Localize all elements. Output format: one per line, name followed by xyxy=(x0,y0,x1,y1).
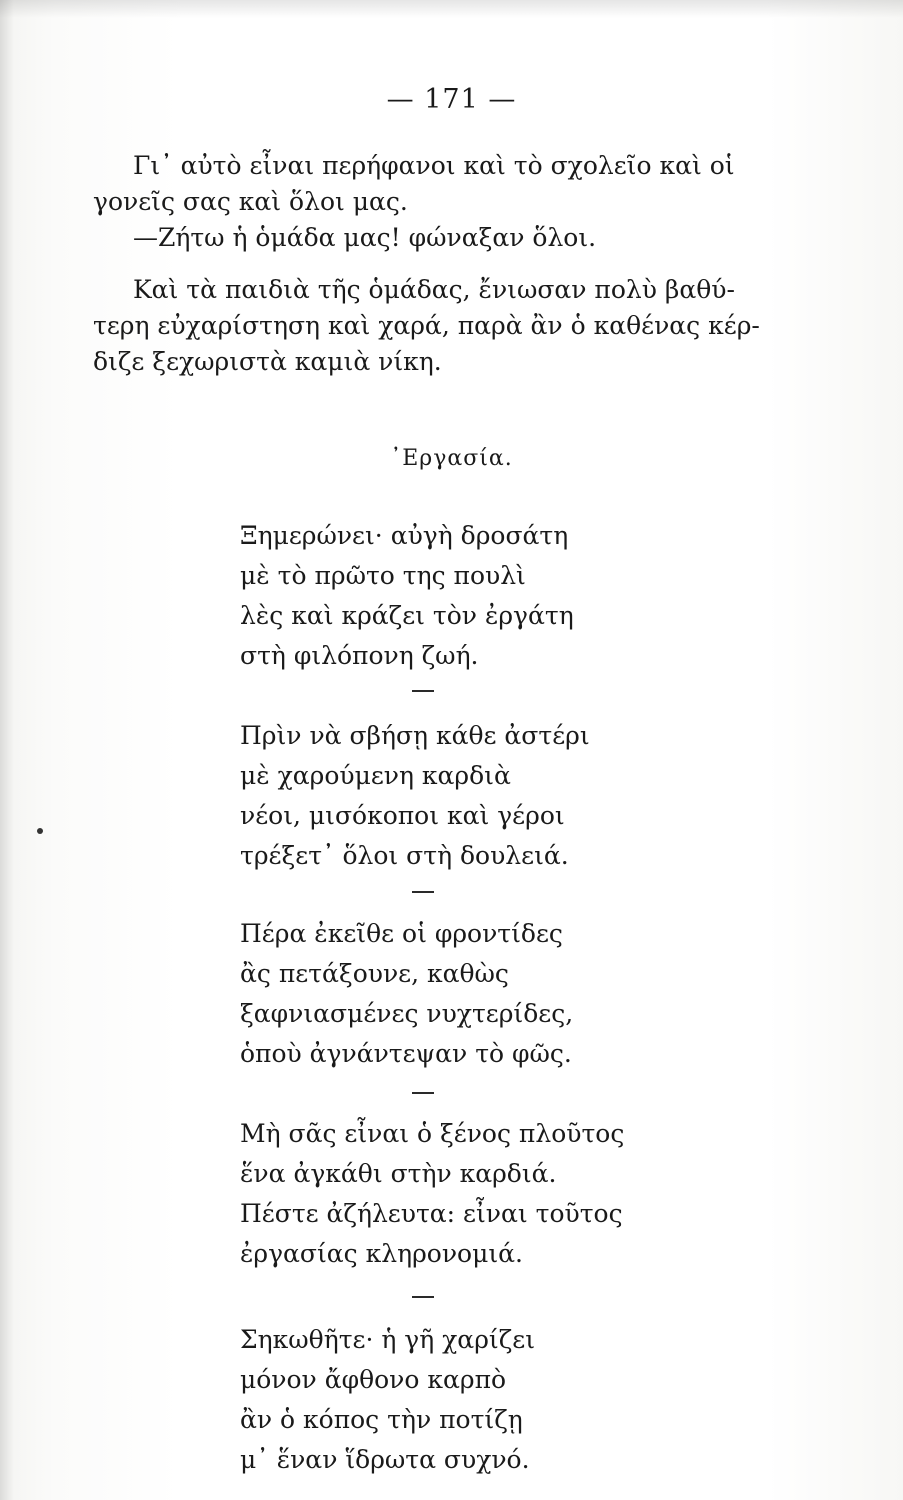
poem-stanza-4 xyxy=(240,1114,740,1274)
stanza-divider xyxy=(412,690,434,692)
poem-line: Πέρα ἐκεῖθε οἱ φροντίδες xyxy=(240,919,563,948)
poem-stanza-1 xyxy=(240,516,740,676)
poem-stanza-5 xyxy=(240,1320,740,1480)
prose-line: Γι᾽ αὐτὸ εἶναι περήφανοι καὶ τὸ σχολεῖο καὶ οἱ xyxy=(133,151,735,180)
poem-line: νέοι, μισόκοποι καὶ γέροι xyxy=(240,801,565,830)
prose-paragraph-2 xyxy=(93,272,833,380)
stanza-divider xyxy=(412,891,434,893)
poem-line: Πέστε ἀζήλευτα: εἶναι τοῦτος xyxy=(240,1199,623,1228)
poem-line: τρέξετ᾽ ὅλοι στὴ δουλειά. xyxy=(240,841,569,870)
poem-stanza-3 xyxy=(240,914,740,1074)
poem-line: Πρὶν νὰ σβήσῃ κάθε ἀστέρι xyxy=(240,721,590,750)
stanza-divider xyxy=(412,1296,434,1298)
poem-title: ᾽Εργασία. xyxy=(390,446,513,471)
poem-line: μόνον ἄφθονο καρπὸ xyxy=(240,1365,507,1394)
poem-line: μὲ τὸ πρῶτο της πουλὶ xyxy=(240,561,526,590)
prose-line: Καὶ τὰ παιδιὰ τῆς ὁμάδας, ἔνιωσαν πολὺ βαθύ- xyxy=(133,275,735,304)
prose-line: τερη εὐχαρίστηση καὶ χαρά, παρὰ ἂν ὁ καθένας κέρ- xyxy=(93,311,760,340)
poem-line: Ξημερώνει· αὐγὴ δροσάτη xyxy=(240,521,569,550)
stanza-divider xyxy=(412,1092,434,1094)
prose-line: διζε ξεχωριστὰ καμιὰ νίκη. xyxy=(93,347,442,376)
page-number: — 171 — xyxy=(386,84,517,115)
prose-line: —Ζήτω ἡ ὁμάδα μας! φώναξαν ὅλοι. xyxy=(133,223,597,252)
poem-line: ἂν ὁ κόπος τὴν ποτίζῃ xyxy=(240,1405,523,1434)
poem-stanza-2 xyxy=(240,716,740,876)
ink-speck xyxy=(37,828,43,834)
poem-line: ἂς πετάξουνε, καθὼς xyxy=(240,959,509,988)
prose-line: γονεῖς σας καὶ ὅλοι μας. xyxy=(93,187,408,216)
poem-line: ἐργασίας κληρονομιά. xyxy=(240,1239,523,1268)
poem-line: Σηκωθῆτε· ἡ γῆ χαρίζει xyxy=(240,1325,535,1354)
poem-line: ξαφνιασμένες νυχτερίδες, xyxy=(240,999,574,1028)
poem-line: μὲ χαρούμενη καρδιὰ xyxy=(240,761,511,790)
poem-line: μ᾽ ἕναν ἵδρωτα συχνό. xyxy=(240,1445,530,1474)
poem-line: ὁποὺ ἀγνάντεψαν τὸ φῶς. xyxy=(240,1039,572,1068)
poem-line: λὲς καὶ κράζει τὸν ἐργάτη xyxy=(240,601,574,630)
page-edge-shadow xyxy=(0,0,14,1500)
prose-paragraph-1 xyxy=(93,148,833,256)
poem-line: Μὴ σᾶς εἶναι ὁ ξένος πλοῦτος xyxy=(240,1119,625,1148)
page-top-shadow xyxy=(0,0,903,18)
poem-line: στὴ φιλόπονη ζωή. xyxy=(240,641,479,670)
poem-line: ἕνα ἀγκάθι στὴν καρδιά. xyxy=(240,1159,557,1188)
